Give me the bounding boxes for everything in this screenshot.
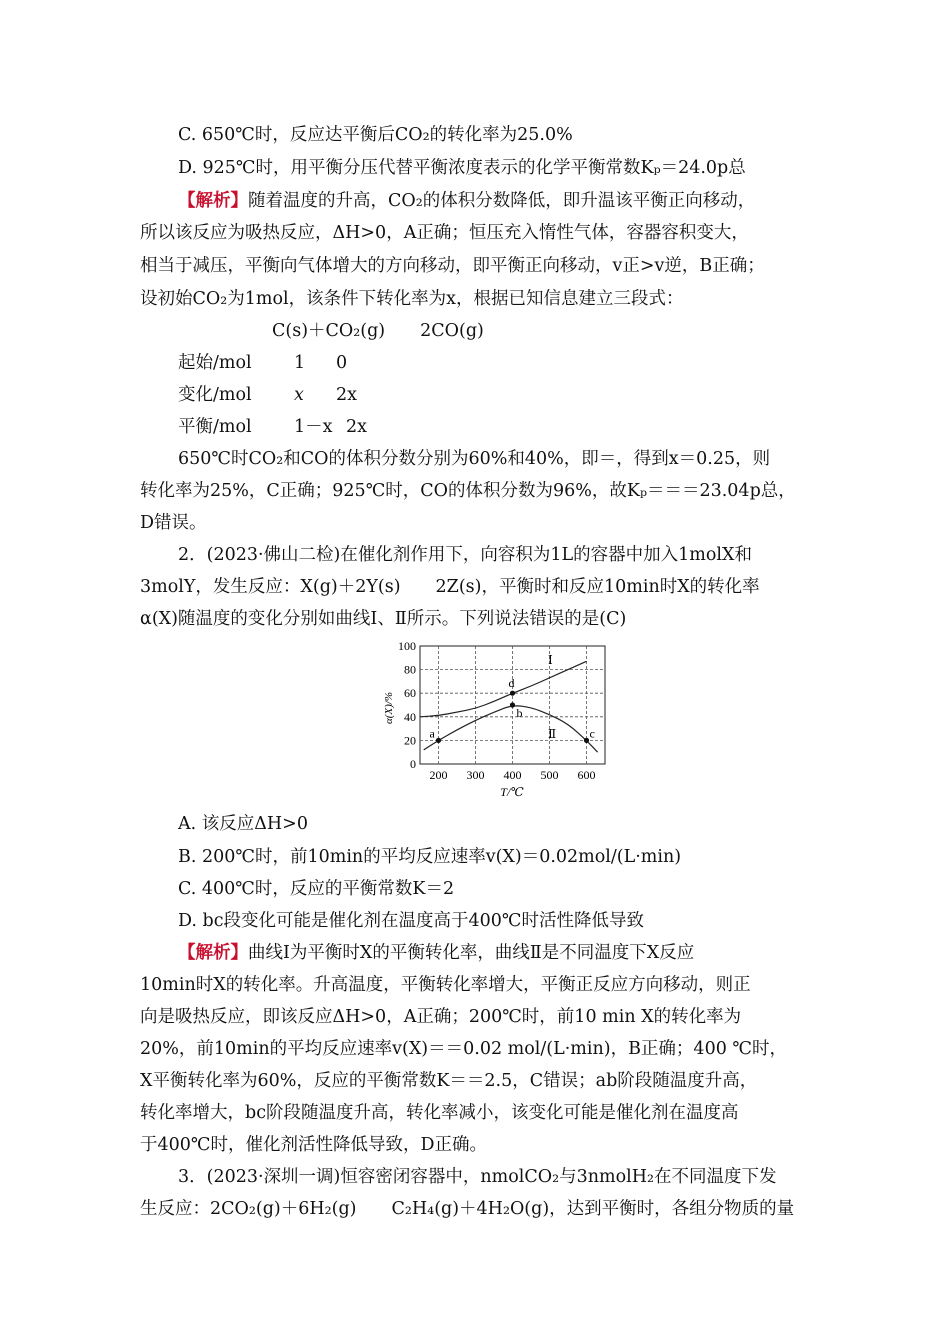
table-row-label: 变化/mol — [178, 385, 252, 405]
y-tick-label: 20 — [404, 733, 416, 748]
point-d — [510, 691, 515, 696]
option-c-q2: C. 400℃时，反应的平衡常数K＝2 — [178, 879, 455, 899]
point-label-c: c — [589, 726, 595, 741]
table-cell: 1 — [294, 353, 306, 373]
option-d-q2: D. bc段变化可能是催化剂在温度高于400℃时活性降低导致 — [178, 911, 645, 931]
table-row-label: 起始/mol — [178, 353, 252, 373]
point-b — [510, 702, 515, 707]
y-axis-label: α(X)/% — [383, 691, 395, 725]
point-label-d: d — [508, 676, 515, 691]
q3-stem-line: 生反应：2CO₂(g)＋6H₂(g) C₂H₄(g)＋4H₂O(g)，达到平衡时，各组分物质的量 — [140, 1199, 795, 1219]
y-tick-label: 0 — [410, 757, 416, 771]
q2-stem-line: 3molY，发生反应：X(g)＋2Y(s) 2Z(s)，平衡时和反应10min时X的转化率 — [140, 577, 760, 597]
analysis1-line: 所以该反应为吸热反应，ΔH>0，A正确；恒压充入惰性气体，容器容积变大， — [140, 223, 749, 243]
q3-stem-line: 3．(2023·深圳一调)恒容密闭容器中，nmolCO₂与3nmolH₂在不同温度下发 — [178, 1167, 777, 1187]
curve-label-2: Ⅱ — [548, 727, 557, 741]
table-cell: x — [294, 385, 304, 405]
analysis2-line: 转化率增大，bc阶段随温度升高，转化率减小，该变化可能是催化剂在温度高 — [140, 1103, 739, 1123]
table-cell: 1－x — [294, 417, 333, 437]
y-tick-label: 60 — [404, 686, 416, 701]
analysis2-line: 向是吸热反应，即该反应ΔH>0，A正确；200℃时，前10 min X的转化率为 — [140, 1007, 742, 1027]
table-cell: 2x — [336, 385, 358, 405]
analysis1-end-line: D错误。 — [140, 513, 207, 533]
analysis-tag: 【解析】 — [178, 191, 248, 211]
conversion-chart — [370, 636, 620, 802]
table-cell: 2x — [346, 417, 368, 437]
option-a-q2: A. 该反应ΔH>0 — [178, 814, 308, 834]
analysis2-first-line — [178, 941, 694, 965]
table-row-label: 平衡/mol — [178, 417, 252, 437]
analysis2-line: X平衡转化率为60%，反应的平衡常数K＝＝2.5，C错误；ab阶段随温度升高， — [140, 1071, 758, 1091]
x-tick-label: 600 — [577, 768, 596, 782]
option-b-q2: B. 200℃时，前10min的平均反应速率v(X)＝0.02mol/(L·min) — [178, 847, 682, 867]
x-tick-label: 200 — [429, 768, 448, 782]
y-tick-label: 100 — [398, 639, 416, 653]
analysis2-line: 10min时X的转化率。升高温度，平衡转化率增大，平衡正反应方向移动，则正 — [140, 975, 751, 995]
analysis1-end-line: 650℃时CO₂和CO的体积分数分别为60%和40%，即＝，得到x＝0.25，则 — [178, 449, 771, 469]
x-axis-label: T/℃ — [500, 785, 524, 799]
table-cell: 0 — [336, 353, 348, 373]
x-tick-label: 500 — [540, 768, 559, 782]
analysis1-text: 随着温度的升高，CO₂的体积分数降低，即升温该平衡正向移动， — [248, 191, 756, 211]
analysis-tag: 【解析】 — [178, 943, 248, 963]
analysis1-line: 相当于减压，平衡向气体增大的方向移动，即平衡正向移动，v正>v逆，B正确； — [140, 256, 765, 276]
analysis2-line: 于400℃时，催化剂活性降低导致，D正确。 — [140, 1135, 488, 1155]
series-2-curve — [424, 706, 598, 752]
y-tick-label: 80 — [404, 662, 416, 677]
q2-stem-line: α(X)随温度的变化分别如曲线Ⅰ、Ⅱ所示。下列说法错误的是(C) — [140, 609, 627, 629]
point-label-b: b — [516, 706, 523, 720]
equation-q1: C(s)＋CO₂(g) 2CO(g) — [272, 321, 484, 341]
point-c — [584, 738, 589, 743]
analysis1-line: 设初始CO₂为1mol，该条件下转化率为x，根据已知信息建立三段式： — [140, 289, 684, 309]
analysis1-end-line: 转化率为25%，C正确；925℃时，CO的体积分数为96%，故Kₚ＝＝＝23.04p总， — [140, 481, 796, 501]
x-tick-label: 400 — [503, 768, 522, 782]
analysis2-line: 20%，前10min的平均反应速率v(X)＝＝0.02 mol/(L·min)，B正确；400 ℃时， — [140, 1039, 787, 1059]
point-a — [436, 738, 441, 743]
analysis2-text: 曲线Ⅰ为平衡时X的平衡转化率，曲线Ⅱ是不同温度下X反应 — [248, 943, 695, 963]
x-tick-label: 300 — [466, 768, 485, 782]
option-c-q1: C. 650℃时，反应达平衡后CO₂的转化率为25.0% — [178, 125, 573, 145]
q2-stem-line: 2．(2023·佛山二检)在催化剂作用下，向容积为1L的容器中加入1molX和 — [178, 545, 752, 565]
analysis1-first-line — [178, 189, 755, 213]
point-label-a: a — [429, 726, 435, 741]
y-tick-label: 40 — [404, 709, 416, 724]
curve-label-1: Ⅰ — [548, 653, 553, 667]
option-d-q1: D. 925℃时，用平衡分压代替平衡浓度表示的化学平衡常数Kₚ＝24.0p总 — [178, 158, 746, 178]
